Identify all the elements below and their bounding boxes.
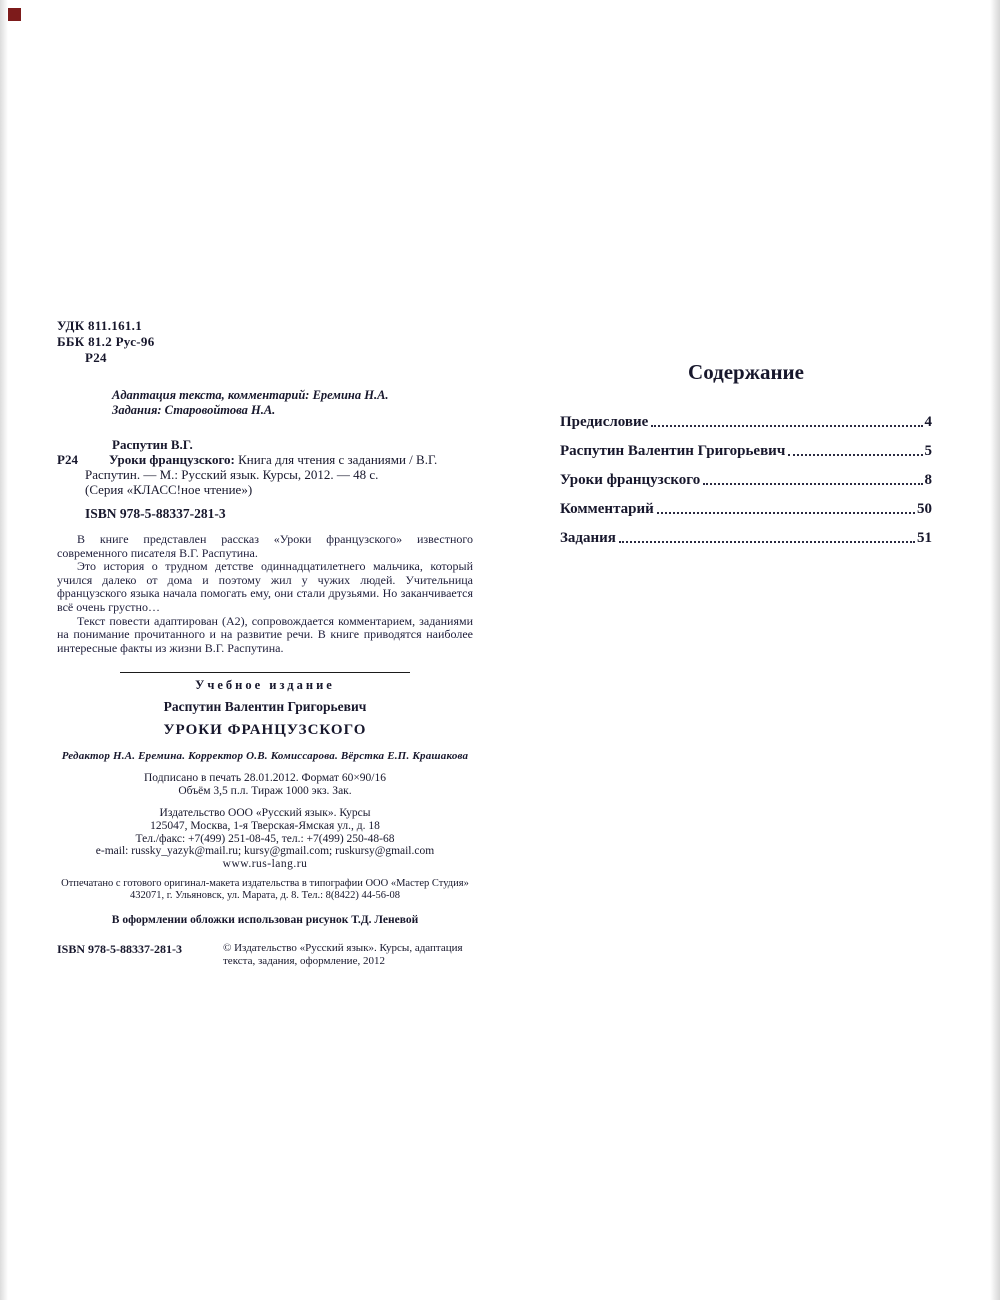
toc-item-label: Задания xyxy=(560,530,616,546)
annotation-paragraph: Это история о трудном детстве одиннадцатилетнего мальчика, который учился далеко от дома и поэтому жил у чужих людей. Учительница французского языка начала помогать ему, они стали друзьями. Но заканчивается всё очень грустно… xyxy=(57,559,473,614)
toc-page-number: 51 xyxy=(917,530,932,546)
bib-catalog-code: Р24 xyxy=(57,452,78,467)
contents-page xyxy=(560,360,932,550)
edition-block xyxy=(57,678,473,967)
print-volume-copies: Объём 3,5 п.л. Тираж 1000 экз. Зак. xyxy=(178,785,352,798)
author-sign-code: Р24 xyxy=(85,350,107,365)
toc-item-label: Уроки французского xyxy=(560,472,701,488)
toc-page-number: 8 xyxy=(924,472,932,488)
bib-description xyxy=(85,452,473,482)
copyright-notice: © Издательство «Русский язык». Курсы, адаптация текста, задания, оформление, 2012 xyxy=(223,942,463,967)
divider-rule xyxy=(120,672,410,673)
dot-leader xyxy=(788,454,922,456)
printing-house-line: Отпечатано с готового оригинал-макета издательства в типографии ООО «Мастер Студия» xyxy=(61,878,469,890)
adaptation-credit-line: Адаптация текста, комментарий: Еремина Н.А. xyxy=(112,388,389,402)
right-page-edge-shade xyxy=(990,0,1000,1300)
annotation xyxy=(57,533,473,655)
cover-art-note: В оформлении обложки использован рисунок Т.Д. Леневой xyxy=(111,914,419,927)
publisher-block xyxy=(57,807,473,870)
bibliographic-entry xyxy=(57,437,473,521)
print-date-format: Подписано в печать 28.01.2012. Формат 60×90/16 xyxy=(143,772,387,785)
toc-item xyxy=(560,405,932,434)
left-page-edge-shade xyxy=(0,0,8,1300)
isbn-copyright-row xyxy=(57,942,473,967)
dot-leader xyxy=(651,425,922,427)
dot-leader xyxy=(619,541,915,543)
bib-author: Распутин В.Г. xyxy=(112,437,193,452)
annotation-paragraph: Текст повести адаптирован (А2), сопровождается комментарием, заданиями на понимание прочитанного и на развитие речи. В книге приводятся наиболее интересные факты из жизни В.Г. Распутина. xyxy=(57,613,473,655)
publisher-phone: Тел./факс: +7(499) 251-08-45, тел.: +7(499) 250-48-68 xyxy=(135,832,395,845)
bib-title: Уроки французского: xyxy=(109,452,235,467)
toc-item-label: Комментарий xyxy=(560,501,654,517)
dot-leader xyxy=(657,512,915,514)
bib-description-block xyxy=(57,452,473,497)
toc-page-number: 50 xyxy=(917,501,932,517)
toc-item-label: Распутин Валентин Григорьевич xyxy=(560,443,786,459)
edition-type: Учебное издание xyxy=(195,678,335,693)
toc-item xyxy=(560,492,932,521)
toc-item xyxy=(560,463,932,492)
publisher-email: e-mail: russky_yazyk@mail.ru; kursy@gmail.com; ruskursy@gmail.com xyxy=(95,845,435,858)
isbn-bottom: ISBN 978-5-88337-281-3 xyxy=(57,942,182,957)
classification-codes xyxy=(57,318,473,366)
print-run-info xyxy=(57,772,473,798)
copyright-page xyxy=(57,318,473,967)
edition-title: УРОКИ ФРАНЦУЗСКОГО xyxy=(163,722,367,739)
dot-leader xyxy=(703,483,922,485)
toc-page-number: 4 xyxy=(924,414,932,430)
toc-item xyxy=(560,521,932,550)
toc-item-label: Предисловие xyxy=(560,414,649,430)
publisher-name: Издательство ООО «Русский язык». Курсы xyxy=(159,807,371,820)
toc-list xyxy=(560,405,932,550)
toc-title: Содержание xyxy=(688,360,804,384)
publisher-website: www.rus-lang.ru xyxy=(222,857,308,870)
toc-page-number: 5 xyxy=(924,443,932,459)
edition-author: Распутин Валентин Григорьевич xyxy=(163,699,367,715)
bib-series: (Серия «КЛАСС!ное чтение») xyxy=(85,482,253,497)
bib-details: Книга для чтения с заданиями / В.Г. Распутин. — М.: Русский язык. Курсы, 2012. — 48 с. xyxy=(85,452,438,482)
udk-code: УДК 811.161.1 xyxy=(57,318,143,333)
tasks-credit-line: Задания: Старовойтова Н.А. xyxy=(112,403,276,417)
toc-item xyxy=(560,434,932,463)
isbn-top: ISBN 978-5-88337-281-3 xyxy=(85,506,226,521)
edition-staff-credits: Редактор Н.А. Еремина. Корректор О.В. Комиссарова. Вёрстка Е.П. Крашакова xyxy=(61,750,469,763)
bbk-code: ББК 81.2 Рус-96 xyxy=(57,334,155,349)
annotation-paragraph: В книге представлен рассказ «Уроки французского» известного современного писателя В.Г. Распутина. xyxy=(57,532,473,560)
printing-house-block xyxy=(57,878,473,902)
corner-mark xyxy=(8,8,21,21)
printing-house-address: 432071, г. Ульяновск, ул. Марата, д. 8. Тел.: 8(8422) 44-56-08 xyxy=(129,890,401,902)
publisher-address: 125047, Москва, 1-я Тверская-Ямская ул., д. 18 xyxy=(150,819,380,832)
adaptation-credits xyxy=(112,388,473,418)
